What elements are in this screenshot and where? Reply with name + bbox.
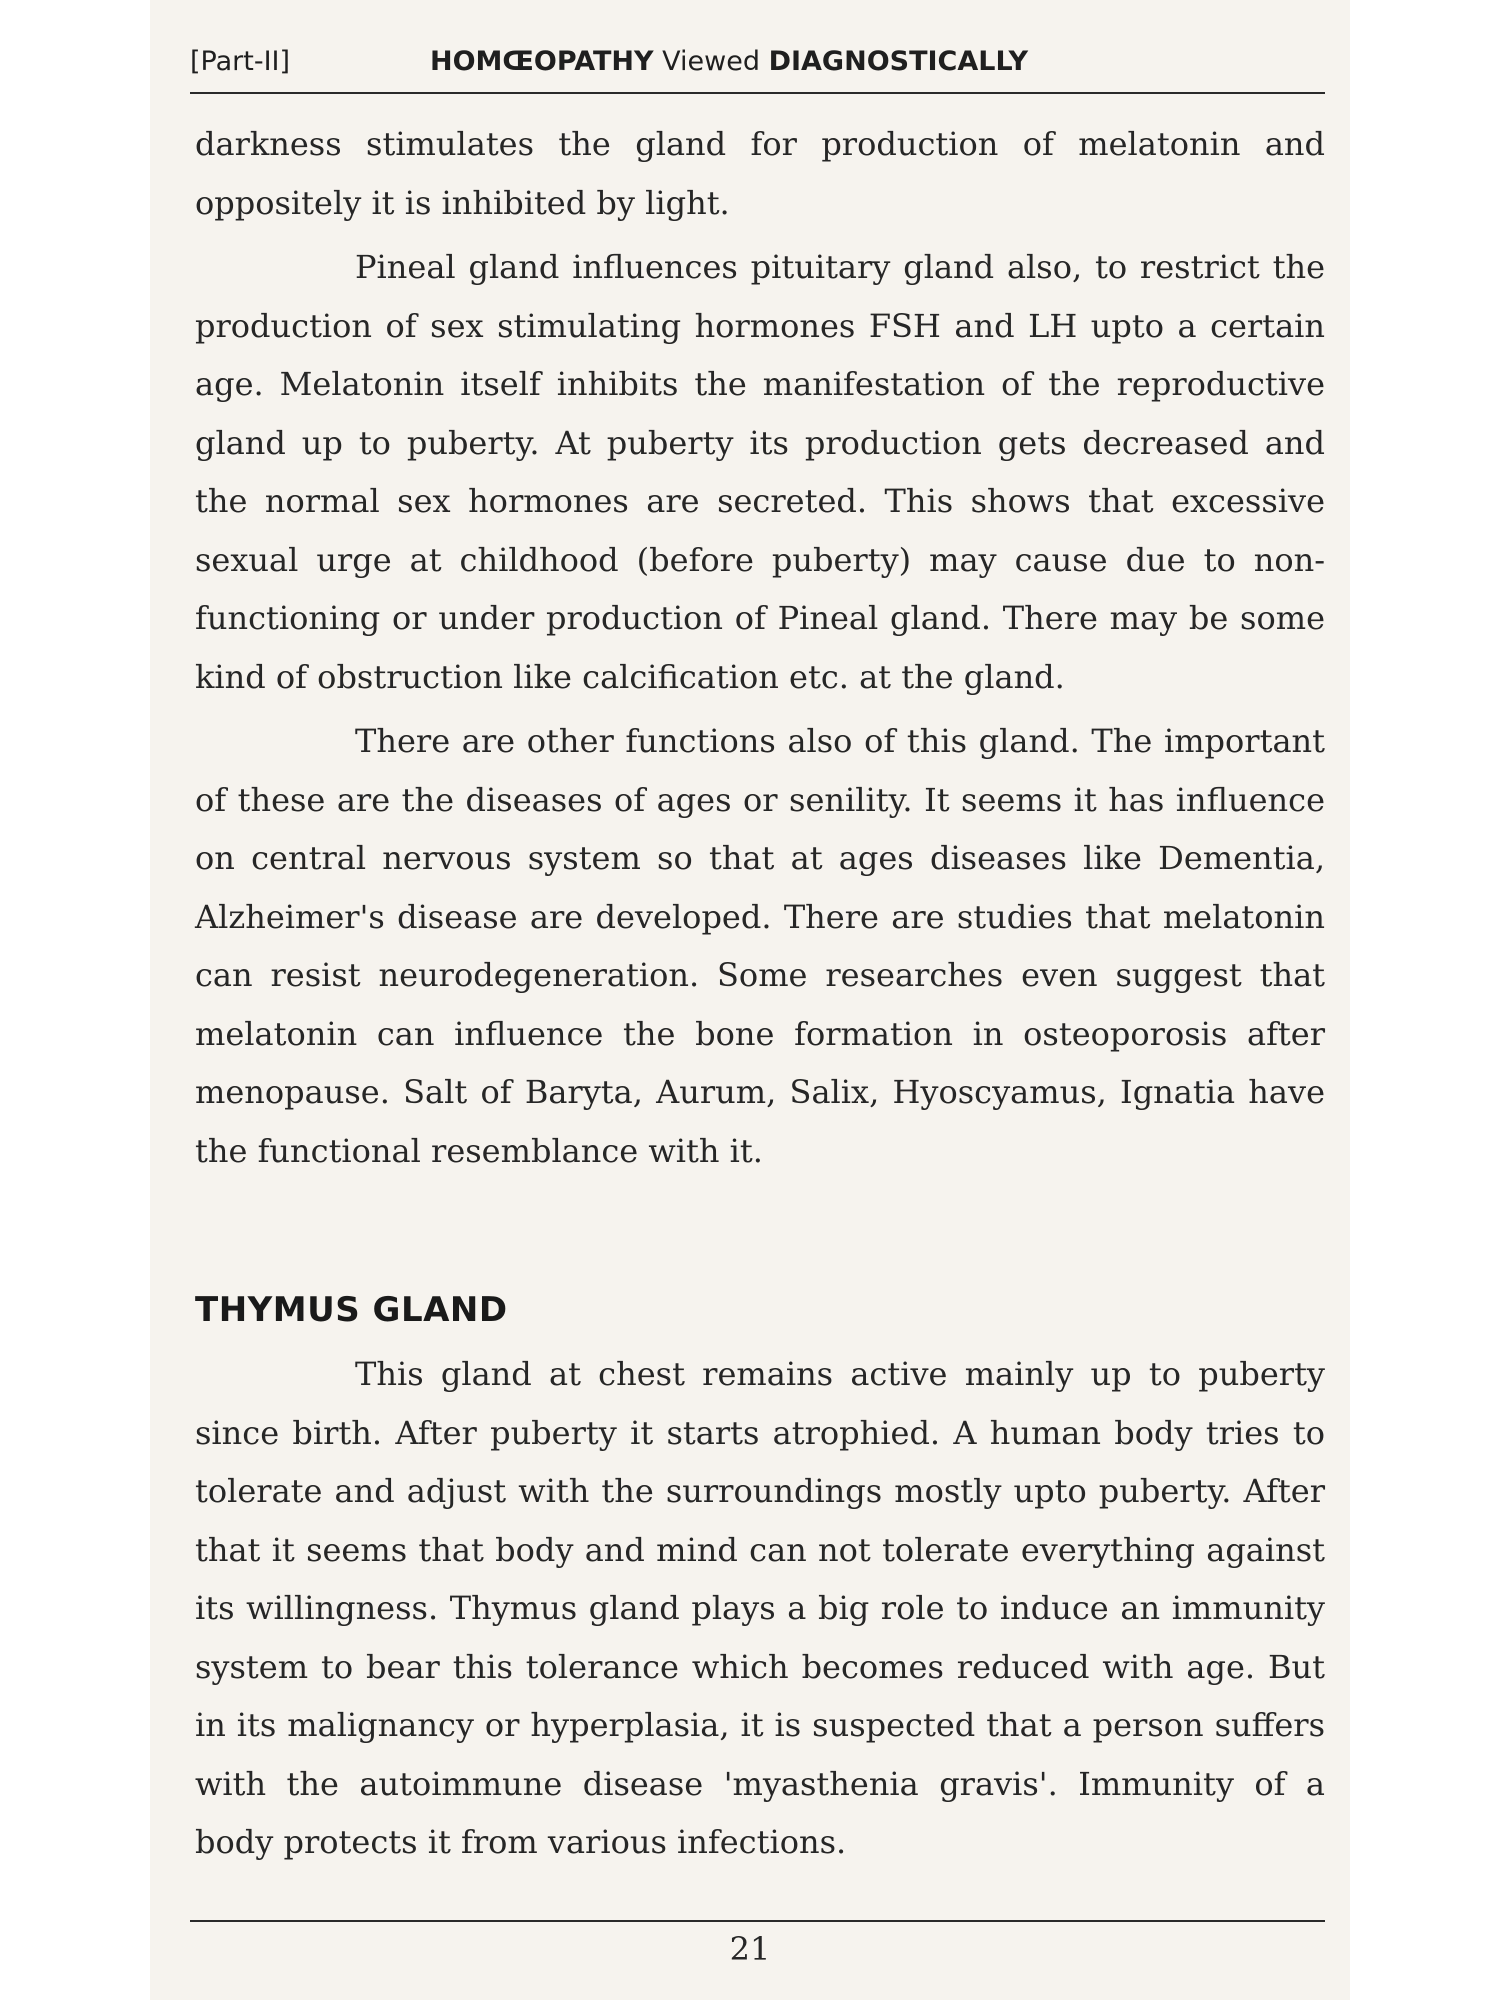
paragraph-other-functions: There are other functions also of this gland. The important of these are the diseases of ages or senility. It seems it has influence on central nervous system so that at ages diseases like Dementia, Alzheimer's disease are developed. There are studies that melatonin can resist neurodegeneration. Some researches even suggest that melatonin can influence the bone formation in osteoporosis after menopause. Salt of Baryta, Aurum, Salix, Hyoscyamus, Ignatia have the functional resemblance with it. xyxy=(195,722,1325,1170)
title-word-viewed: Viewed xyxy=(662,46,760,77)
paragraph-thymus: This gland at chest remains active mainly up to puberty since birth. After puberty it starts atrophied. A human body tries to tolerate and adjust with the surroundings mostly upto puberty. After that it seems that body and mind can not tolerate everything against its willingness. Thymus gland plays a big role to induce an immunity system to bear this tolerance which becomes reduced with age. But in its malignancy or hyperplasia, it is suspected that a person suffers with the autoimmune disease 'myasthenia gravis'. Immunity of a body protects it from various infections. xyxy=(195,1355,1325,1861)
running-header xyxy=(190,40,1325,94)
book-page xyxy=(150,0,1350,2000)
part-label: [Part-II] xyxy=(190,46,291,77)
title-word-homoeopathy: HOMŒOPATHY xyxy=(430,46,654,77)
paragraph-pineal-influence: Pineal gland influences pituitary gland also, to restrict the production of sex stimulating hormones FSH and LH upto a certain age. Melatonin itself inhibits the manifestation of the reproductive gland up to puberty. At puberty its production gets decreased and the normal sex hormones are secreted. This shows that excessive sexual urge at childhood (before puberty) may cause due to non-functioning or under production of Pineal gland. There may be some kind of obstruction like calcification etc. at the gland. xyxy=(195,248,1325,696)
paragraph-continuation: darkness stimulates the gland for production of melatonin and oppositely it is inhibited by light. xyxy=(195,125,1325,222)
footer-divider xyxy=(190,1920,1325,1922)
page-number: 21 xyxy=(729,1930,771,1968)
title-word-diagnostically: DIAGNOSTICALLY xyxy=(768,46,1029,77)
body-text xyxy=(195,115,1325,1872)
book-title xyxy=(430,46,1028,77)
section-heading-thymus: THYMUS GLAND xyxy=(195,1290,508,1330)
